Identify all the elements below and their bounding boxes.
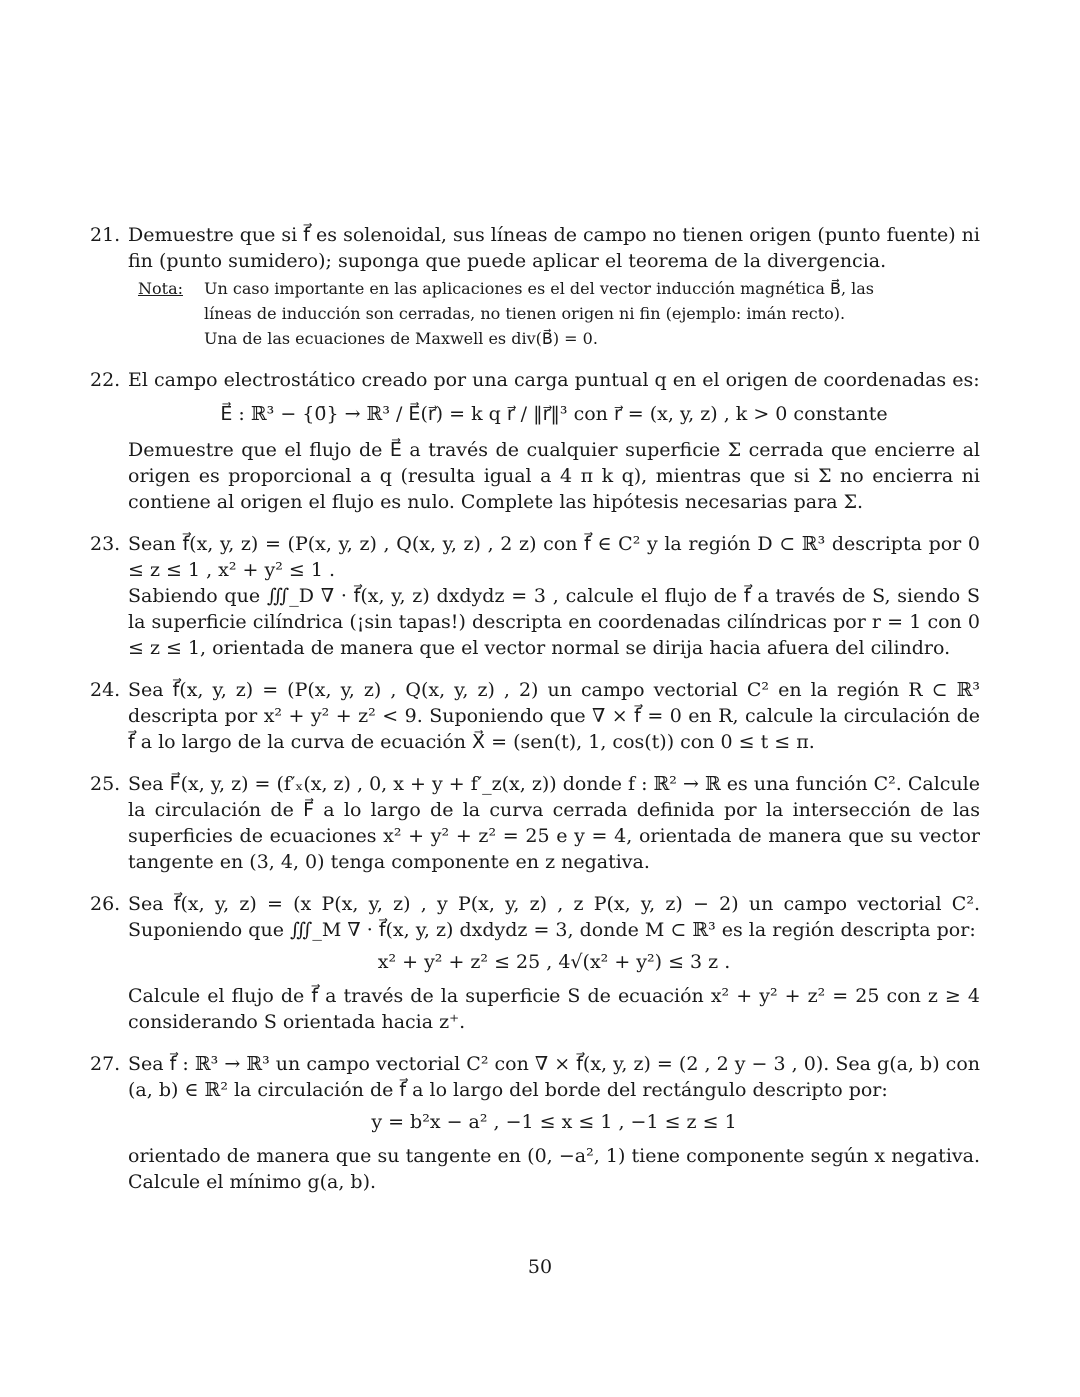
problem-23	[90, 531, 980, 661]
problem-text: Sea F⃗(x, y, z) = (f′ₓ(x, z) , 0, x + y + f′_z(x, z)) donde f : ℝ² → ℝ es una función C². Calcule la circulación de F⃗ a lo largo de la curva cerrada definida por la intersección de las superficies de ecuaciones x² + y² + z² = 25 e y = 4, orientada de manera que su vector tangente en (3, 4, 0) tenga componente en z negativa.	[128, 773, 980, 873]
note-line: líneas de inducción son cerradas, no tienen origen ni fin (ejemplo: imán recto).	[204, 304, 846, 323]
page-number: 50	[527, 1256, 553, 1278]
problem-25	[90, 771, 980, 875]
problem-list	[90, 222, 980, 1211]
problem-number: 21.	[90, 224, 121, 246]
note-label: Nota:	[138, 279, 183, 298]
problem-text: Demuestre que si f⃗ es solenoidal, sus líneas de campo no tienen origen (punto fuente) ni fin (punto sumidero); suponga que puede aplicar el teorema de la divergencia.	[128, 224, 980, 272]
problem-text: Sea f⃗ : ℝ³ → ℝ³ un campo vectorial C² con ∇ × f⃗(x, y, z) = (2 , 2 y − 3 , 0). Sea g(a, b) con (a, b) ∈ ℝ² la circulación de f⃗ a lo largo del borde del rectángulo descripto por:	[128, 1053, 980, 1101]
problem-number: 23.	[90, 533, 121, 555]
problem-26	[90, 891, 980, 1035]
note-line: Un caso importante en las aplicaciones es el del vector inducción magnética B⃗, las	[204, 279, 875, 298]
problem-number: 22.	[90, 369, 121, 391]
problem-text: Demuestre que el flujo de E⃗ a través de cualquier superficie Σ cerrada que encierre al origen es proporcional a q (resulta igual a 4 π k q), mientras que si Σ no encierra ni contiene al origen el flujo es nulo. Complete las hipótesis necesarias para Σ.	[128, 439, 980, 513]
problem-22	[90, 367, 980, 515]
problem-text: Calcule el flujo de f⃗ a través de la superficie S de ecuación x² + y² + z² = 25 con z ≥ 4 considerando S orientada hacia z⁺.	[128, 985, 980, 1033]
problem-text: orientado de manera que su tangente en (0, −a², 1) tiene componente según x negativa. Calcule el mínimo g(a, b).	[128, 1145, 980, 1193]
problem-intro: El campo electrostático creado por una carga puntual q en el origen de coordenadas es:	[128, 369, 980, 391]
note-line: Una de las ecuaciones de Maxwell es div(B⃗) = 0.	[204, 329, 598, 348]
display-formula: E⃗ : ℝ³ − {0̄} → ℝ³ / E⃗(r⃗) = k q r⃗ / ‖r⃗‖³ con r⃗ = (x, y, z) , k > 0 constante	[220, 403, 888, 425]
problem-text: Sean f⃗(x, y, z) = (P(x, y, z) , Q(x, y, z) , 2 z) con f⃗ ∈ C² y la región D ⊂ ℝ³ descripta por 0 ≤ z ≤ 1 , x² + y² ≤ 1 .	[128, 533, 980, 581]
problem-number: 27.	[90, 1053, 121, 1075]
problem-27	[90, 1051, 980, 1195]
display-formula: x² + y² + z² ≤ 25 , 4√(x² + y²) ≤ 3 z .	[377, 951, 731, 973]
note-block	[128, 276, 980, 351]
problem-text: Sea f⃗(x, y, z) = (P(x, y, z) , Q(x, y, z) , 2) un campo vectorial C² en la región R ⊂ ℝ³ descripta por x² + y² + z² < 9. Suponiendo que ∇ × f⃗ = 0 en R, calcule la circulación de f⃗ a lo largo de la curva de ecuación X⃗ = (sen(t), 1, cos(t)) con 0 ≤ t ≤ π.	[128, 679, 980, 753]
display-formula: y = b²x − a² , −1 ≤ x ≤ 1 , −1 ≤ z ≤ 1	[371, 1111, 737, 1133]
problem-text: Sabiendo que ∭_D ∇ · f⃗(x, y, z) dxdydz = 3 , calcule el flujo de f⃗ a través de S, siendo S la superficie cilíndrica (¡sin tapas!) descripta en coordenadas cilíndricas por r = 1 con 0 ≤ z ≤ 1, orientada de manera que el vector normal se dirija hacia afuera del cilindro.	[128, 585, 980, 659]
problem-number: 26.	[90, 893, 121, 915]
problem-24	[90, 677, 980, 755]
problem-number: 25.	[90, 773, 121, 795]
problem-21	[90, 222, 980, 351]
problem-number: 24.	[90, 679, 121, 701]
problem-text: Sea f⃗(x, y, z) = (x P(x, y, z) , y P(x, y, z) , z P(x, y, z) − 2) un campo vectorial C². Suponiendo que ∭_M ∇ · f⃗(x, y, z) dxdydz = 3, donde M ⊂ ℝ³ es la región descripta por:	[128, 893, 980, 941]
